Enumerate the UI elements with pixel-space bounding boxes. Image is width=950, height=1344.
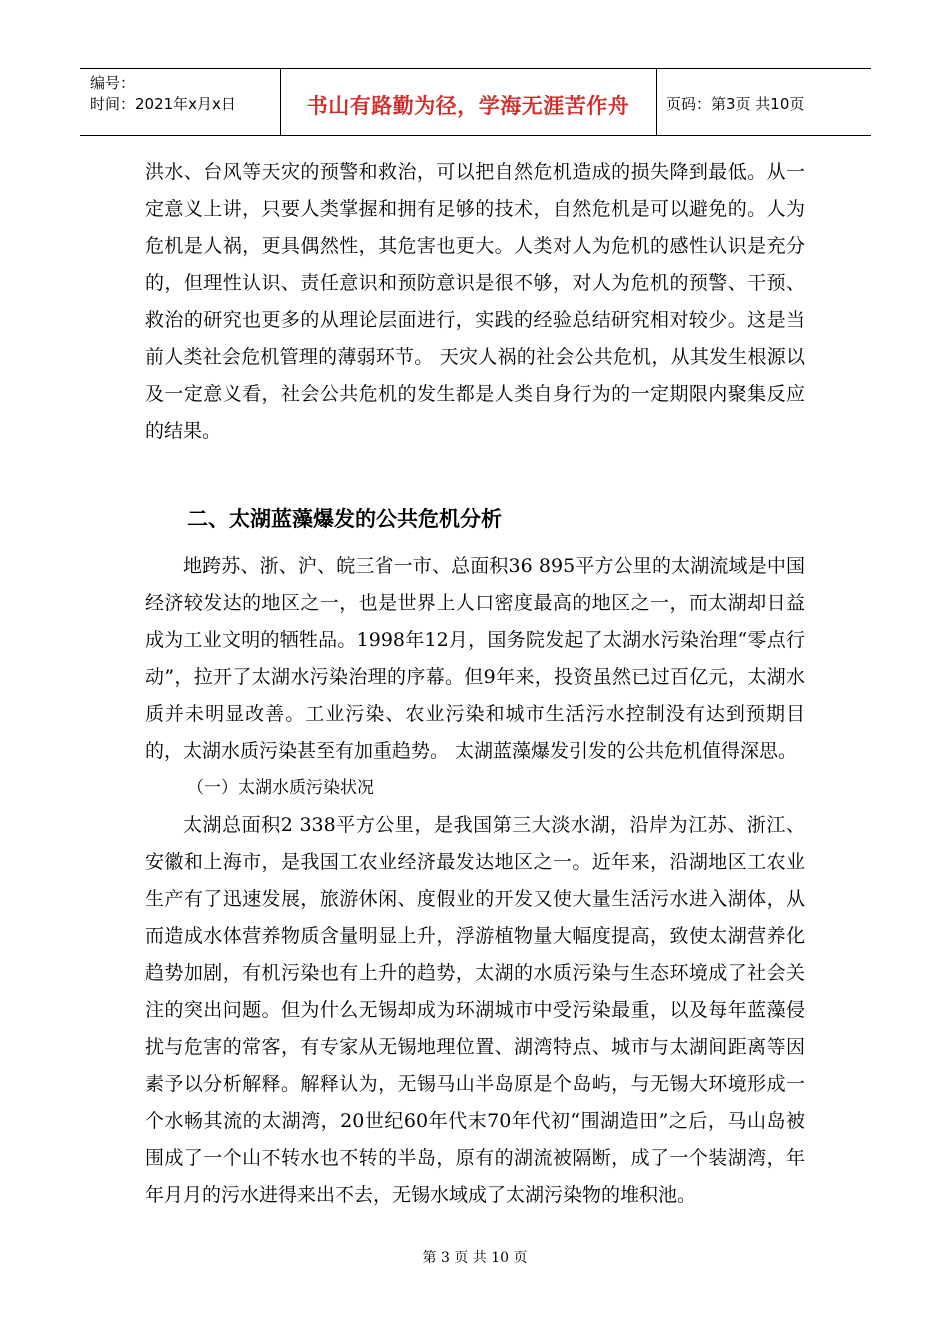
paragraph-1: 洪水、台风等天灾的预警和救治，可以把自然危机造成的损失降到最低。从一定意义上讲，只要人类掌握和拥有足够的技术，自然危机是可以避免的。人为危机是人祸，更具偶然性，其危害也更大。人类对人为危机的感性认识是充分的，但理性认识、责任意识和预防意识是很不够，对人为危机的预警、干预、救治的研究也更多的从理论层面进行，实践的经验总结研究相对较少。这是当前人类社会危机管理的薄弱环节。 天灾人祸的社会公共危机，从其发生根源以及一定意义看，社会公共危机的发生都是人类自身行为的一定期限内聚集反应的结果。 xyxy=(145,161,805,442)
document-body xyxy=(145,154,805,450)
section-body xyxy=(145,548,805,1214)
time-label: 时间：2021年x月x日 xyxy=(90,95,236,113)
header-divider xyxy=(656,69,657,135)
section-heading: 二、太湖蓝藻爆发的公共危机分析 xyxy=(187,507,502,531)
number-label: 编号： xyxy=(90,74,136,92)
header-page-info: 页码：第3页 共10页 xyxy=(666,95,805,113)
subsection-heading: （一）太湖水质污染状况 xyxy=(187,778,374,798)
paragraph-2: 地跨苏、浙、沪、皖三省一市、总面积36 895平方公里的太湖流域是中国经济较发达的地区之一，也是世界上人口密度最高的地区之一，而太湖却日益成为工业文明的牺牲品。1998年12月，国务院发起了太湖水污染治理“零点行动”，拉开了太湖水污染治理的序幕。但9年来，投资虽然已过百亿元，太湖水质并未明显改善。工业污染、农业污染和城市生活污水控制没有达到预期目的，太湖水质污染甚至有加重趋势。 太湖蓝藻爆发引发的公共危机值得深思。 xyxy=(145,555,805,762)
header-meta xyxy=(90,73,236,115)
header-motto: 书山有路勤为径，学海无涯苦作舟 xyxy=(306,94,630,118)
page-footer: 第 3 页 共 10 页 xyxy=(422,1250,528,1266)
page-header xyxy=(80,68,871,136)
paragraph-3: 太湖总面积2 338平方公里，是我国第三大淡水湖，沿岸为江苏、浙江、安徽和上海市，是我国工农业经济最发达地区之一。近年来，沿湖地区工农业生产有了迅速发展，旅游休闲、度假业的开发又使大量生活污水进入湖体，从而造成水体营养物质含量明显上升，浮游植物量大幅度提高，致使太湖营养化趋势加剧，有机污染也有上升的趋势，太湖的水质污染与生态环境成了社会关注的突出问题。但为什么无锡却成为环湖城市中受污染最重，以及每年蓝藻侵扰与危害的常客，有专家从无锡地理位置、湖湾特点、城市与太湖间距离等因素予以分析解释。解释认为，无锡马山半岛原是个岛屿，与无锡大环境形成一个水畅其流的太湖湾，20世纪60年代末70年代初“围湖造田”之后，马山岛被围成了一个山不转水也不转的半岛，原有的湖流被隔断，成了一个装湖湾，年年月月的污水进得来出不去，无锡水域成了太湖污染物的堆积池。 xyxy=(145,814,805,1206)
